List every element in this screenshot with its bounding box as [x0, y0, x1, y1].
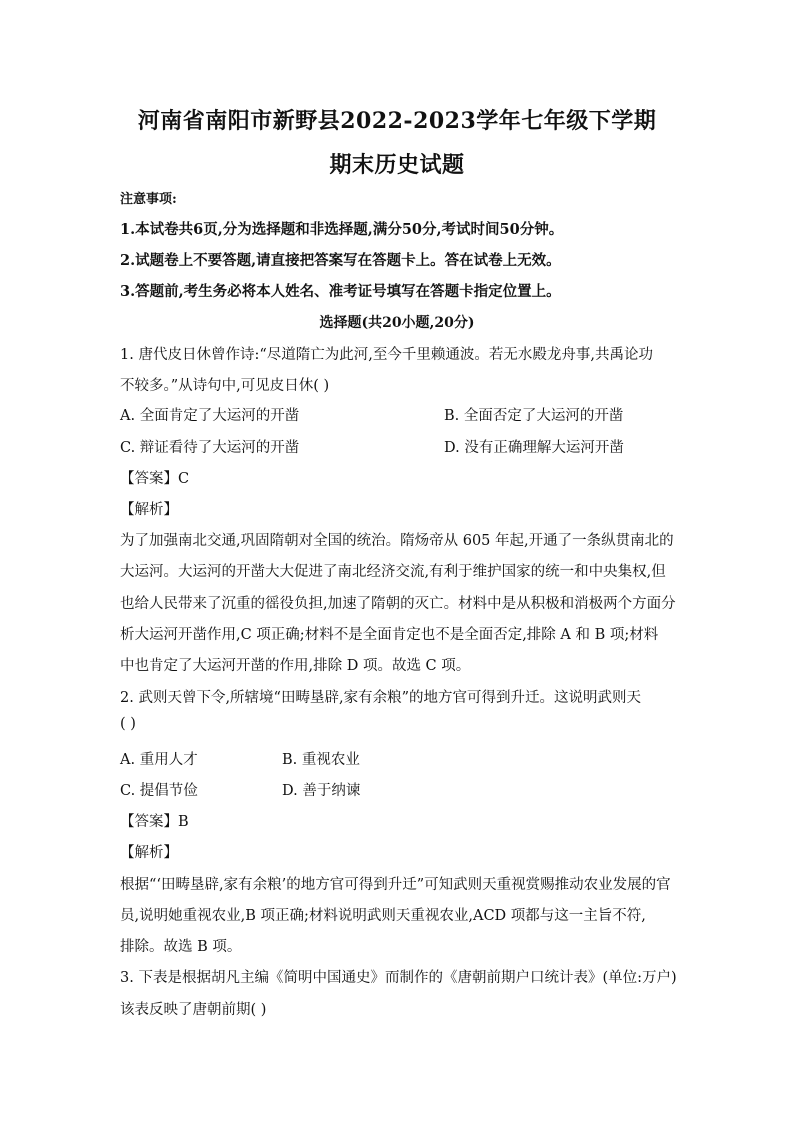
notice-item-2: 2.试题卷上不要答题,请直接把答案写在答题卡上。答在试卷上无效。 — [120, 252, 561, 269]
q1-option-a: A. 全面肯定了大运河的开凿 — [120, 408, 300, 424]
q1-analysis-line5: 中也肯定了大运河开凿的作用,排除 D 项。故选 C 项。 — [120, 658, 471, 674]
exam-title-line1: 河南省南阳市新野县2022-2023学年七年级下学期 — [137, 108, 657, 134]
q2-option-b: B. 重视农业 — [282, 752, 360, 768]
q1-option-c: C. 辩证看待了大运河的开凿 — [120, 440, 300, 456]
q2-stem-line2: ( ) — [120, 716, 136, 732]
q2-option-a: A. 重用人才 — [120, 752, 198, 768]
q1-analysis-line3: 也给人民带来了沉重的徭役负担,加速了隋朝的灭亡。材料中是从积极和消极两个方面分 — [120, 596, 676, 612]
notice-item-3: 3.答题前,考生务必将本人姓名、准考证号填写在答题卡指定位置上。 — [120, 283, 561, 300]
q2-analysis-line1: 根据“‘田畴垦辟,家有余粮’的地方官可得到升迁”可知武则天重视赏赐推动农业发展的官 — [120, 877, 671, 893]
q2-analysis-line2: 员,说明她重视农业,B 项正确;材料说明武则天重视农业,ACD 项都与这一主旨不符, — [120, 908, 646, 924]
q3-stem-line2: 该表反映了唐朝前期( ) — [120, 1002, 267, 1018]
q1-analysis-line4: 析大运河开凿作用,C 项正确;材料不是全面肯定也不是全面否定,排除 A 和 B 项;材料 — [120, 627, 659, 643]
q1-option-d: D. 没有正确理解大运河开凿 — [444, 440, 624, 456]
q1-option-b: B. 全面否定了大运河的开凿 — [444, 408, 624, 424]
q1-answer: 【答案】C — [120, 471, 190, 487]
q2-option-d: D. 善于纳谏 — [282, 783, 361, 799]
q2-analysis-label: 【解析】 — [120, 845, 178, 861]
q1-analysis-line1: 为了加强南北交通,巩固隋朝对全国的统治。隋炀帝从 605 年起,开通了一条纵贯南北的 — [120, 533, 674, 549]
q1-analysis-label: 【解析】 — [120, 502, 178, 518]
q1-stem-line2: 不较多。”从诗句中,可见皮日休( ) — [120, 378, 330, 394]
q3-stem-line1: 3. 下表是根据胡凡主编《简明中国通史》而制作的《唐朝前期户口统计表》(单位:万户) — [120, 970, 677, 986]
section-title: 选择题(共20小题,20分) — [319, 315, 475, 331]
notice-heading: 注意事项: — [120, 192, 177, 207]
q1-analysis-line2: 大运河。大运河的开凿大大促进了南北经济交流,有利于维护国家的统一和中央集权,但 — [120, 564, 666, 580]
q2-option-c: C. 提倡节俭 — [120, 783, 198, 799]
exam-title-line2: 期末历史试题 — [329, 152, 465, 178]
q1-stem-line1: 1. 唐代皮日休曾作诗:“尽道隋亡为此河,至今千里赖通波。若无水殿龙舟事,共禹论功 — [120, 347, 653, 363]
notice-item-1: 1.本试卷共6页,分为选择题和非选择题,满分50分,考试时间50分钟。 — [120, 221, 564, 238]
q2-stem-line1: 2. 武则天曾下令,所辖境“田畴垦辟,家有余粮”的地方官可得到升迁。这说明武则天 — [120, 690, 641, 706]
q2-answer: 【答案】B — [120, 814, 189, 830]
q2-analysis-line3: 排除。故选 B 项。 — [120, 939, 242, 955]
